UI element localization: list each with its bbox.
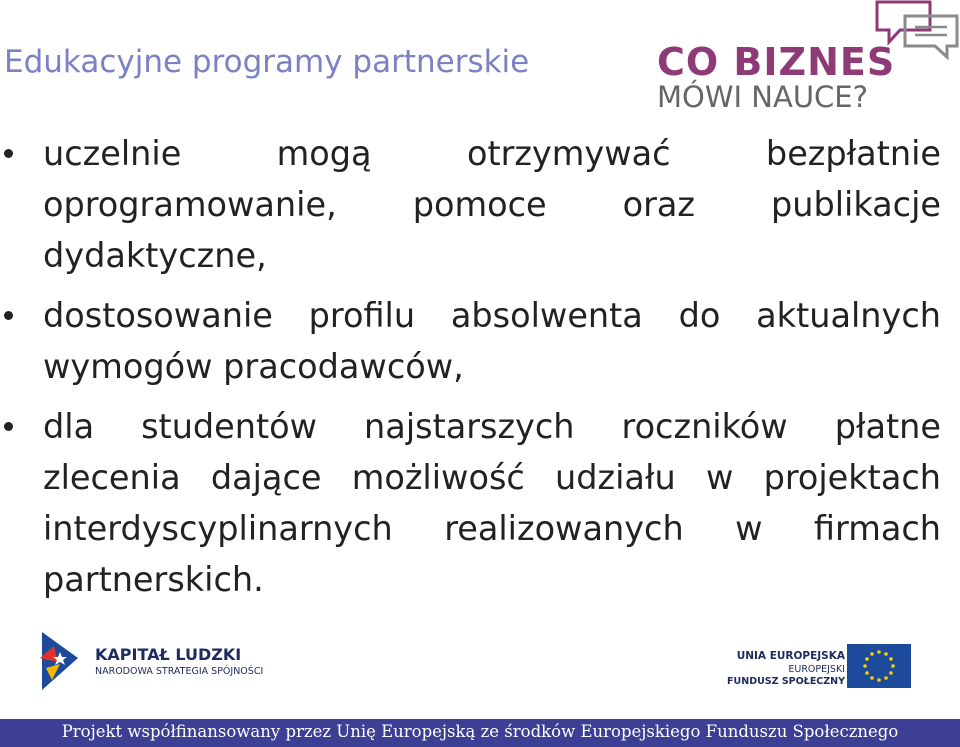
logo-line-2: MÓWI NAUCE? [657, 80, 869, 114]
bullet-text: uczelnie mogą otrzymywać bezpłatnie oprogramowanie, pomoce oraz publikacje dydaktyczne, [43, 134, 941, 275]
list-item [0, 401, 960, 605]
kapital-ludzki-subtitle: NARODOWA STRATEGIA SPÓJNOŚCI [95, 666, 264, 677]
bullet-text: dostosowanie profilu absolwenta do aktualnych wymogów pracodawców, [43, 296, 941, 386]
eu-line-2: EUROPEJSKI [788, 664, 845, 675]
bullet-text: dla studentów najstarszych roczników płatne zlecenia dające możliwość udziału w projektach interdyscyplinarnych realizowanych w firmach partnerskich. [43, 407, 941, 599]
eu-line-1: UNIA EUROPEJSKA [736, 650, 845, 662]
slide-content [0, 128, 960, 614]
footer-bar [0, 719, 960, 747]
footer-text: Projekt współfinansowany przez Unię Europejską ze środków Europejskiego Funduszu Społecznego [61, 722, 899, 741]
eu-flag-icon [847, 644, 911, 688]
kapital-ludzki-title: KAPITAŁ LUDZKI [95, 645, 242, 664]
bullet-list [0, 128, 960, 605]
eu-logo [727, 640, 915, 692]
bullet-icon [4, 149, 13, 158]
eu-line-3: FUNDUSZ SPOŁECZNY [727, 676, 845, 687]
kapital-ludzki-logo [38, 628, 264, 694]
co-biznes-logo [655, 0, 960, 116]
list-item [0, 290, 960, 392]
bullet-icon [4, 422, 13, 431]
bullet-icon [4, 311, 13, 320]
speech-bubbles-icon [875, 0, 960, 60]
logo-line-1: CO BIZNES [657, 40, 896, 84]
slide-title: Edukacyjne programy partnerskie [4, 44, 530, 80]
kapital-ludzki-emblem-icon [38, 628, 84, 694]
list-item [0, 128, 960, 281]
